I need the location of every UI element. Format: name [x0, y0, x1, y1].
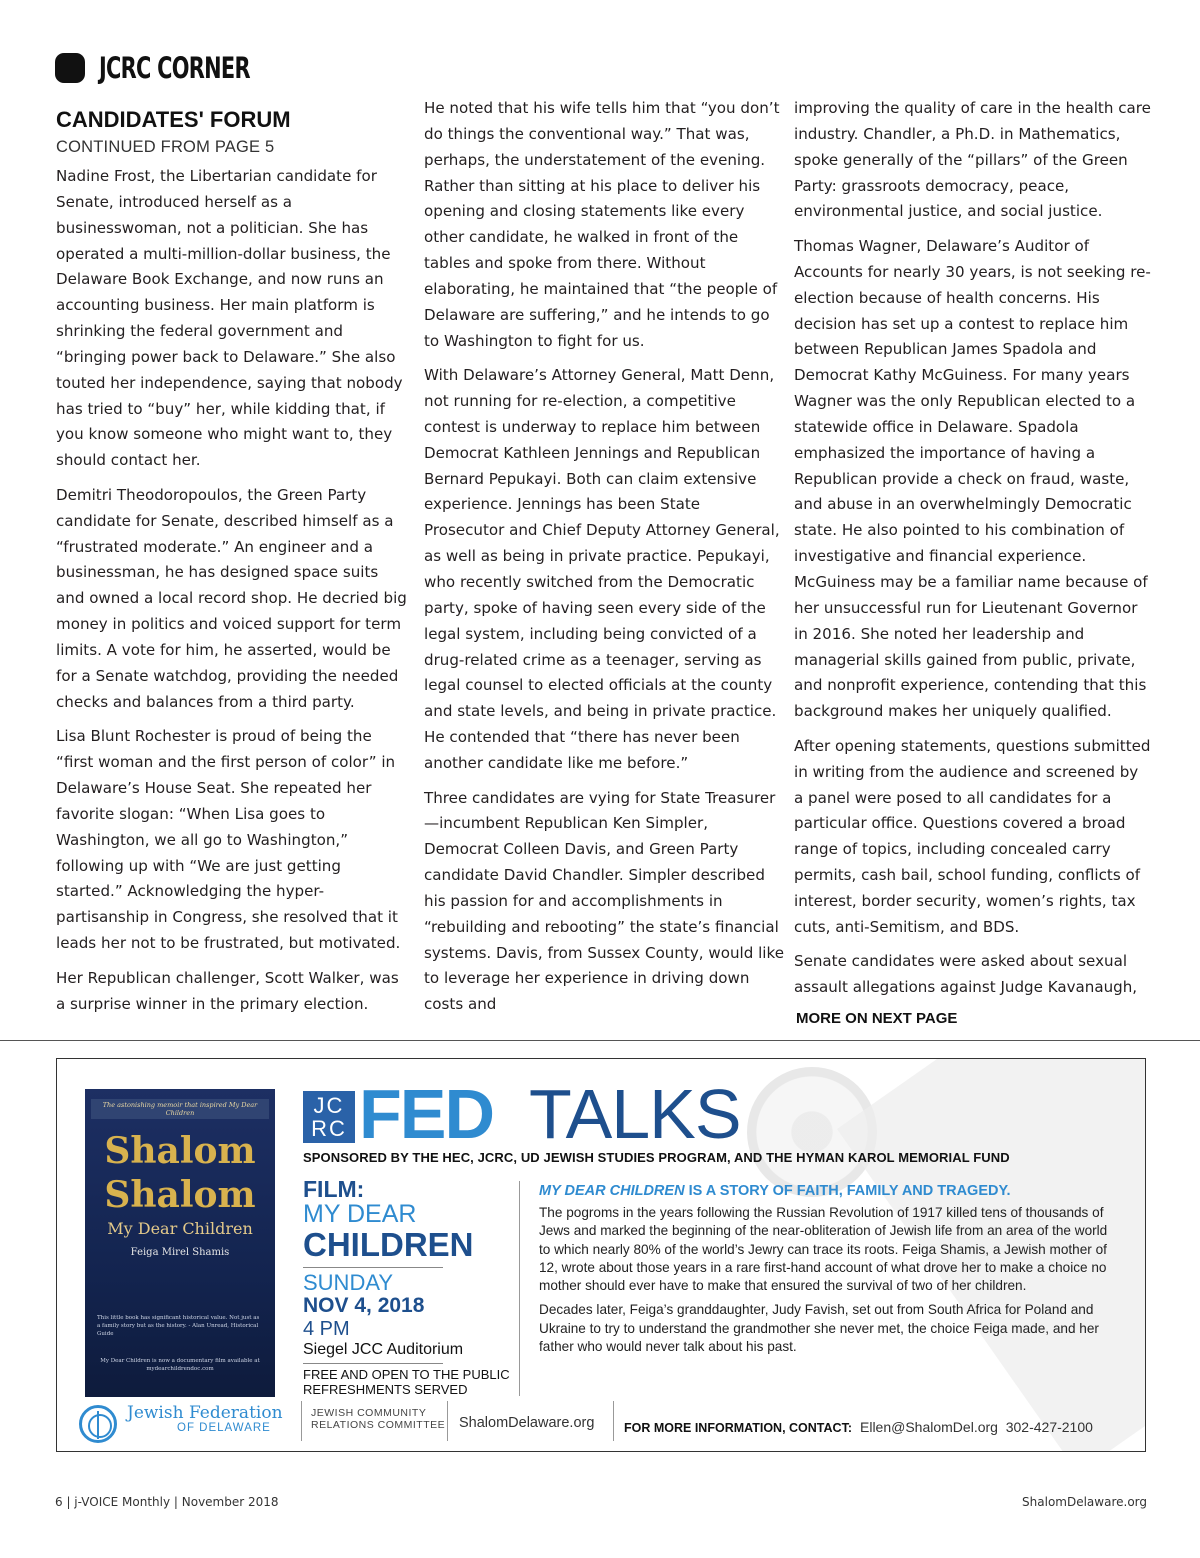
book-author: Feiga Mirel Shamis — [130, 1247, 230, 1258]
story-headline — [539, 1183, 1011, 1199]
jcrc-name — [311, 1407, 445, 1431]
jcrc-logo: JC RC — [303, 1091, 355, 1143]
jcrc-name-line-2: RELATIONS COMMITTEE — [311, 1419, 446, 1431]
book-blurb: This little book has significant historical value. Not just as a family story but as the history. - Alan Unread, Historical Guide — [97, 1315, 260, 1337]
section-title: JCRC CORNER — [99, 51, 250, 85]
story-film-title: MY DEAR CHILDREN — [539, 1183, 685, 1199]
paragraph: Lisa Blunt Rochester is proud of being the “first woman and the first person of color” in Delaware’s House Seat. She repeated her favorite slogan: “When Lisa goes to Washington, we all go to Washington,” following up with “We are just getting started.” Acknowledging the hyper-partisanship in Congress, she resolved that it leads her not to be frustrated, but motivated. — [56, 727, 401, 953]
article-title: CANDIDATES' FORUM — [56, 107, 291, 132]
story-paragraph: Decades later, Feiga’s granddaughter, Judy Favish, set out from South Africa for Poland and Ukraine to try to understand the grandmother she never met, the choice Feiga made, and her father who would never talk about his past. — [539, 1302, 1099, 1355]
divider — [613, 1401, 614, 1441]
article-column-2 — [424, 96, 784, 1027]
event-notes — [303, 1367, 510, 1397]
event-venue: Siegel JCC Auditorium — [303, 1341, 464, 1358]
jcrc-name-line-1: JEWISH COMMUNITY — [311, 1407, 427, 1419]
divider — [447, 1401, 448, 1441]
paragraph: Nadine Frost, the Libertarian candidate for Senate, introduced herself as a businesswoman, not a politician. She has operated a multi-million-dollar business, the Delaware Book Exchange, and now runs an accounting business. Her main platform is shrinking the federal government and “bringing power back to Delaware.” She also touted her independence, saying that nobody has tried to “buy” her, while kidding that, if you know someone who might want to, they should contact her. — [56, 167, 403, 470]
article-subtitle: CONTINUED FROM PAGE 5 — [56, 138, 275, 156]
paragraph: He noted that his wife tells him that “you don’t do things the conventional way.” That was, perhaps, the understatement of the evening. Rather than sitting at his place to deliver his opening and closing statements like every other candidate, he walked in front of the tables and spoke from there. Without elaborating, he maintained that “the people of Delaware are suffering,” and he intends to go to Washington to fight for us. — [424, 99, 780, 350]
brand-talks: TALKS — [529, 1075, 741, 1153]
menorah-logo-icon — [79, 1405, 117, 1443]
divider — [301, 1401, 302, 1441]
story-paragraph: The pogroms in the years following the Russian Revolution of 1917 killed tens of thousands of Jews and marked the beginning of the near-obliteration of Jewish life from an area of the world to which nearly 80% of the world’s Jewry can trace its roots. Feiga Shamis, a Jewish mother of 12, wrote about those years in a rare first-hand account of what drove her to make a choice no mother should ever have to make that ensured the survival of two of her children. — [539, 1205, 1108, 1294]
free-line: FREE AND OPEN TO THE PUBLIC — [303, 1367, 510, 1382]
paragraph: Thomas Wagner, Delaware’s Auditor of Accounts for nearly 30 years, is not seeking re-election because of health concerns. His decision has set up a contest to replace him between Republican James Spadola and Democrat Kathy McGuiness. For many years Wagner was the only Republican elected to a statewide office in Delaware. Spadola emphasized the importance of having a Republican provide a check on fraud, waste, and abuse in an overwhelmingly Democratic state. He also pointed to his combination of investigative and financial experience. McGuiness may be a familiar name because of her unsuccessful run for Lieutenant Governor in 2016. She noted her leadership and managerial skills gained from public, private, and nonprofit experience, contending that this background makes her uniquely qualified. — [794, 237, 1151, 721]
continued-link[interactable]: MORE ON NEXT PAGE — [796, 1009, 958, 1027]
brand-fed: FED — [359, 1075, 493, 1153]
book-title: Shalom Shalom — [104, 1130, 256, 1216]
federation-subname: OF DELAWARE — [177, 1422, 271, 1434]
paragraph: Her Republican challenger, Scott Walker, was a surprise winner in the primary election. — [56, 968, 399, 1013]
contact-label: FOR MORE INFORMATION, CONTACT: — [624, 1421, 852, 1435]
federation-name: Jewish Federation — [127, 1403, 283, 1423]
book-url: My Dear Children is now a documentary film available at mydearchildrendoc.com — [100, 1358, 260, 1372]
paragraph: Senate candidates were asked about sexual assault allegations against Judge Kavanaugh, — [794, 952, 1138, 997]
contact-info — [624, 1419, 1093, 1435]
article-column-3 — [794, 96, 1152, 1032]
event-day: SUNDAY — [303, 1270, 394, 1295]
divider — [303, 1267, 443, 1268]
event-time: 4 PM — [303, 1318, 350, 1340]
divider — [303, 1363, 443, 1364]
film-title-line-2: CHILDREN — [303, 1226, 474, 1263]
book-tagline: The astonishing memoir that inspired My Dear Children — [91, 1099, 269, 1119]
divider — [519, 1181, 520, 1396]
section-header — [55, 48, 308, 88]
paragraph: Demitri Theodoropoulos, the Green Party candidate for Senate, described himself as a “frustrated moderate.” An engineer and a businessman, he has designed space suits and owned a local record shop. He decried big money in politics and voiced support for term limits. A vote for him, he asserted, would be for a Senate watchdog, providing the needed checks and balances from a third party. — [56, 485, 407, 711]
footer-website-link[interactable]: ShalomDelaware.org — [1022, 1495, 1147, 1509]
website-link[interactable]: ShalomDelaware.org — [459, 1415, 595, 1431]
paragraph: After opening statements, questions submitted in writing from the audience and screened by a panel were posed to all candidates for a particular office. Questions covered a broad range of topics, including concealed carry permits, cash bail, school funding, conflicts of interest, border security, women’s rights, tax cuts, anti-Semitism, and BDS. — [794, 736, 1151, 936]
story-headline-rest: IS A STORY OF FAITH, FAMILY AND TRAGEDY. — [684, 1183, 1011, 1199]
contact-phone: 302-427-2100 — [1005, 1419, 1093, 1435]
event-date: NOV 4, 2018 — [303, 1294, 425, 1317]
paragraph: Three candidates are vying for State Treasurer—incumbent Republican Ken Simpler, Democrat Colleen Davis, and Green Party candidate David Chandler. Simpler described his passion for and accomplishments in “rebuilding and rebooting” the state’s financial systems. Davis, from Sussex County, would like to leverage her experience in driving down costs and — [424, 788, 784, 1014]
contact-email[interactable]: Ellen@ShalomDel.org — [860, 1419, 998, 1435]
divider — [0, 1040, 1200, 1041]
article-column-1 — [56, 107, 408, 1026]
page-footer-info: 6 | j-VOICE Monthly | November 2018 — [55, 1495, 279, 1509]
film-label: FILM: — [303, 1176, 365, 1202]
section-marker-icon — [55, 53, 85, 83]
book-subtitle: My Dear Children — [107, 1219, 253, 1238]
fedtalks-ad — [56, 1058, 1146, 1452]
refreshments-line: REFRESHMENTS SERVED — [303, 1382, 468, 1397]
book-cover-image — [85, 1089, 275, 1397]
story-body — [539, 1204, 1119, 1362]
film-title-line-1: MY DEAR — [303, 1200, 417, 1228]
paragraph: improving the quality of care in the health care industry. Chandler, a Ph.D. in Mathematics, spoke generally of the “pillars” of the Green Party: grassroots democracy, peace, environmental justice, and social justice. — [794, 99, 1151, 221]
paragraph: With Delaware’s Attorney General, Matt Denn, not running for re-election, a competitive contest is underway to replace him between Democrat Kathleen Jennings and Republican Bernard Pepukayi. Both can claim extensive experience. Jennings has been State Prosecutor and Chief Deputy Attorney General, as well as being in private practice. Pepukayi, who recently switched from the Democratic party, spoke of having seen every side of the legal system, including being convicted of a drug-related crime as a teenager, serving as legal counsel to elected officials at the county and state levels, and being in private practice. He contended that “there has never been another candidate like me before.” — [424, 366, 780, 772]
sponsor-line: SPONSORED BY THE HEC, JCRC, UD JEWISH STUDIES PROGRAM, AND THE HYMAN KAROL MEMORIAL FUND — [303, 1150, 1010, 1165]
